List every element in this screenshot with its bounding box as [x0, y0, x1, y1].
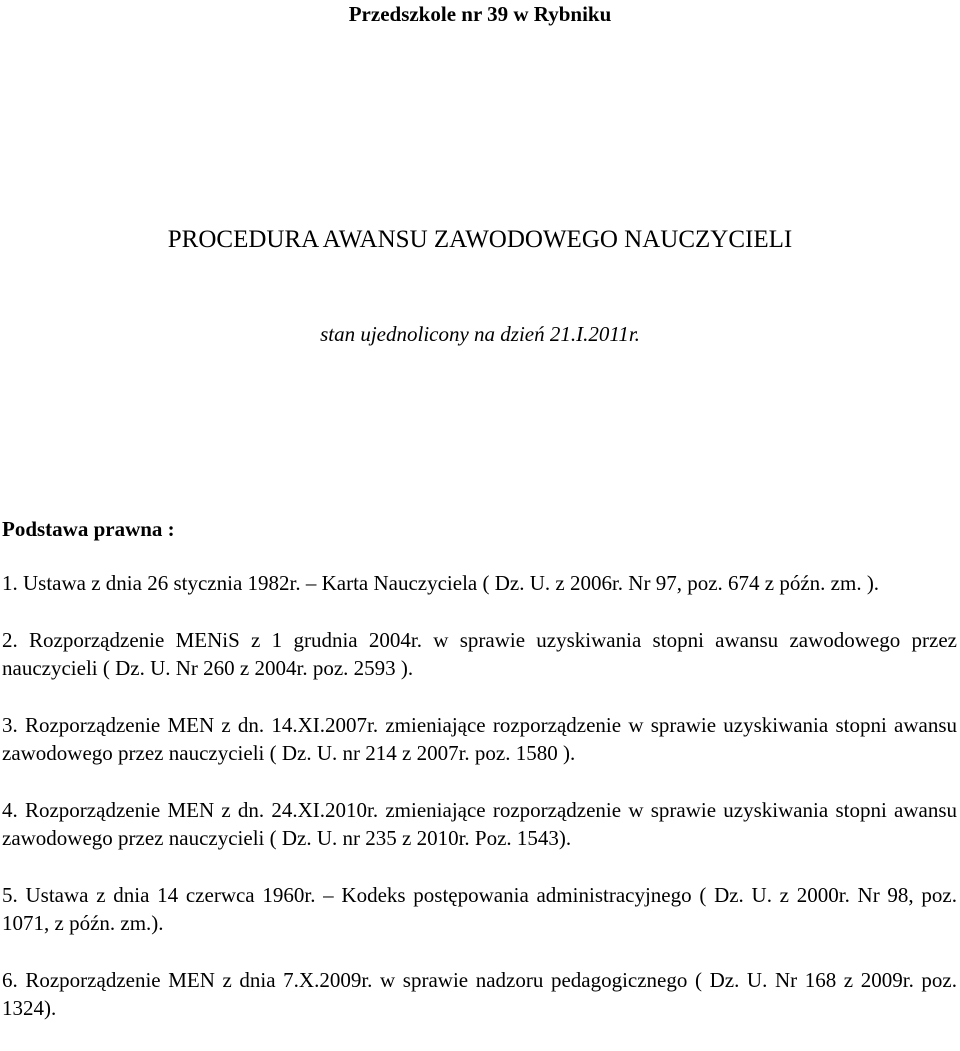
legal-basis-list — [2, 569, 957, 1051]
legal-basis-heading: Podstawa prawna : — [2, 517, 175, 541]
legal-basis-item-3: 3. Rozporządzenie MEN z dn. 14.XI.2007r. zmieniające rozporządzenie w sprawie uzyskiwania stopni awansu zawodowego przez nauczycieli ( Dz. U. nr 214 z 2007r. poz. 1580 ). — [2, 712, 957, 765]
legal-basis-item-1: 1. Ustawa z dnia 26 stycznia 1982r. – Karta Nauczyciela ( Dz. U. z 2006r. Nr 97, poz. 674 z późn. zm. ). — [2, 571, 880, 595]
legal-basis-item-5: 5. Ustawa z dnia 14 czerwca 1960r. – Kodeks postępowania administracyjnego ( Dz. U. z 2000r. Nr 98, poz. 1071, z późn. zm.). — [2, 882, 957, 935]
school-name: Przedszkole nr 39 w Rybniku — [348, 2, 612, 26]
legal-basis-item-4: 4. Rozporządzenie MEN z dn. 24.XI.2010r. zmieniające rozporządzenie w sprawie uzyskiwania stopni awansu zawodowego przez nauczycieli ( Dz. U. nr 235 z 2010r. Poz. 1543). — [2, 797, 957, 850]
legal-basis-item-6: 6. Rozporządzenie MEN z dnia 7.X.2009r. w sprawie nadzoru pedagogicznego ( Dz. U. Nr 168 z 2009r. poz. 1324). — [2, 967, 957, 1020]
legal-basis-item-2: 2. Rozporządzenie MENiS z 1 grudnia 2004r. w sprawie uzyskiwania stopni awansu zawodowego przez nauczycieli ( Dz. U. Nr 260 z 2004r. poz. 2593 ). — [2, 627, 957, 680]
document-title: PROCEDURA AWANSU ZAWODOWEGO NAUCZYCIELI — [167, 226, 793, 253]
document-subtitle: stan ujednolicony na dzień 21.I.2011r. — [320, 322, 640, 346]
